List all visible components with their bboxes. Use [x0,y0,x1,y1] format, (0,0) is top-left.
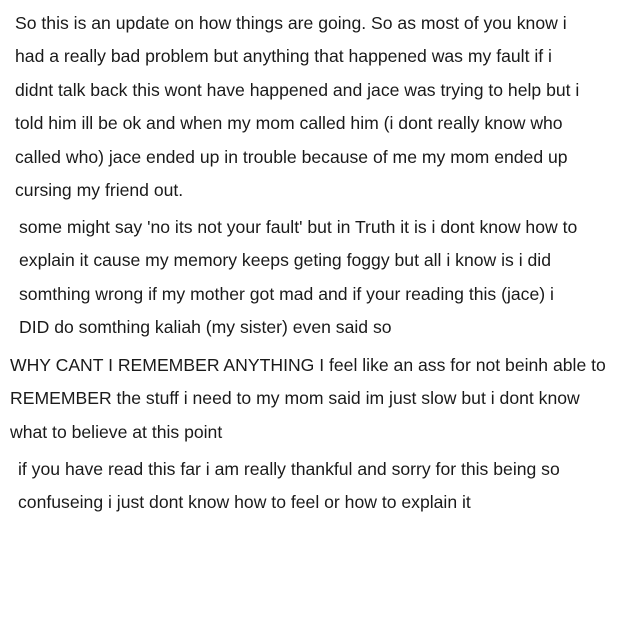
text-line: explain it cause my memory keeps geting foggy but all i know is i did [19,250,551,271]
text-line: had a really bad problem but anything that happened was my fault if i [15,46,552,67]
text-line: called who) jace ended up in trouble because of me my mom ended up [15,146,568,167]
text-line: DID do somthing kaliah (my sister) even said so [19,317,392,338]
paragraph-remember [10,349,606,449]
paragraph-thanks [18,453,560,520]
text-line: some might say 'no its not your fault' but in Truth it is i dont know how to [19,217,578,237]
text-line: what to believe at this point [10,421,223,442]
text-line: WHY CANT I REMEMBER ANYTHING I feel like an ass for not beinh able to [10,355,606,375]
text-line: told him ill be ok and when my mom called him (i dont really know who [15,113,563,134]
text-line: didnt talk back this wont have happened and jace was trying to help but i [15,79,580,100]
paragraph-fault [19,211,577,345]
text-line: cursing my friend out. [15,180,184,201]
paragraph-update [15,7,579,207]
text-line: REMEMBER the stuff i need to my mom said im just slow but i dont know [10,388,580,409]
text-line: somthing wrong if my mother got mad and if your reading this (jace) i [19,283,554,304]
text-line: if you have read this far i am really thankful and sorry for this being so [18,459,560,479]
text-line: So this is an update on how things are going. So as most of you know i [15,13,567,33]
text-line: confuseing i just dont know how to feel or how to explain it [18,492,471,513]
